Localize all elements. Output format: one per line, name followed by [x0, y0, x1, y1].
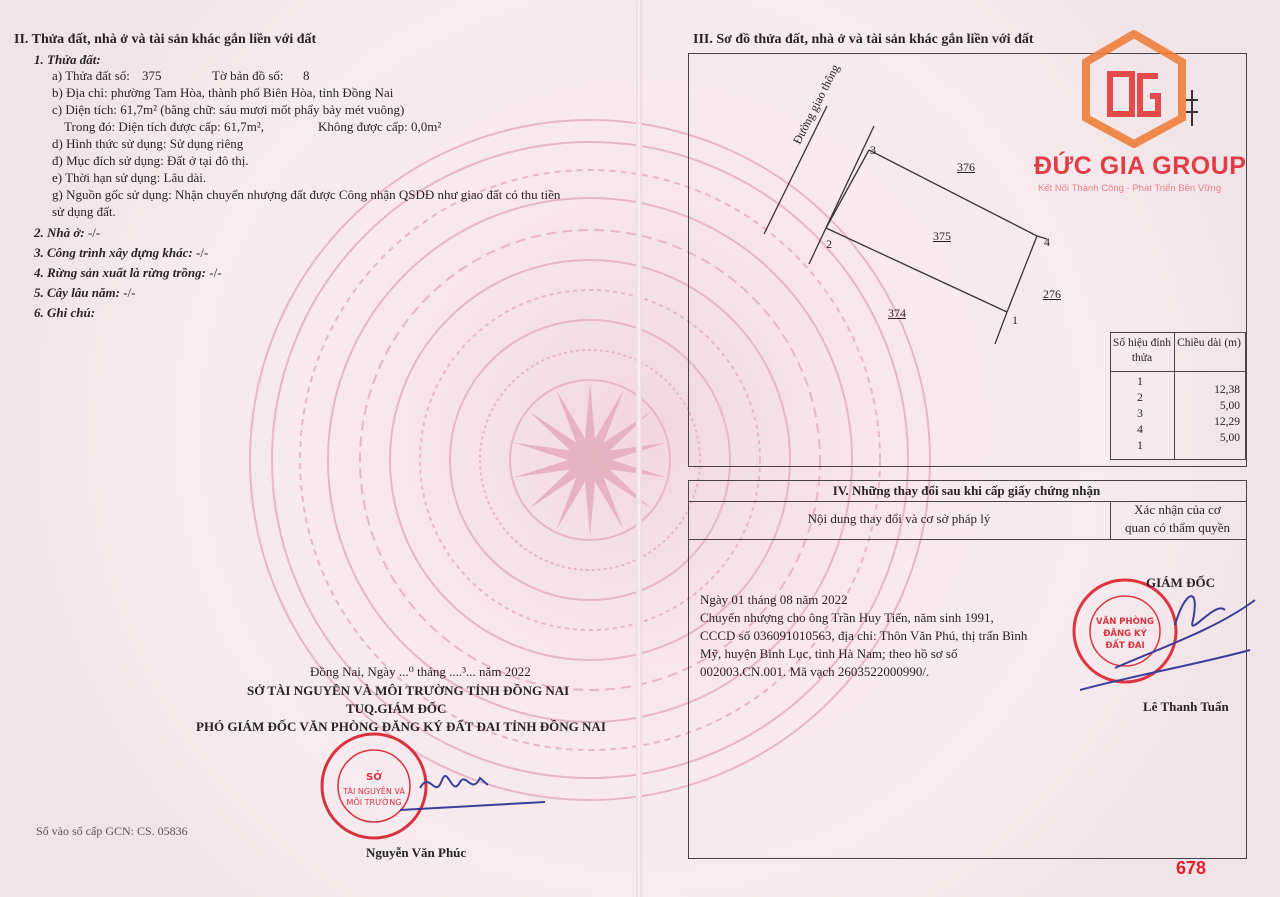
- road-label: Đường giao thông: [790, 62, 843, 147]
- brand-name: ĐỨC GIA GROUP: [1034, 152, 1247, 180]
- changes-col-content: Nội dung thay đổi và cơ sở pháp lý: [807, 511, 991, 526]
- section-ii-title: II. Thửa đất, nhà ở và tài sản khác gắn liền với đất: [14, 32, 317, 47]
- area-detail: Trong đó: Diện tích được cấp: 61,7m²,: [64, 119, 265, 134]
- change-line: CCCD số 036091010563, địa chỉ: Thôn Văn Phú, thị trấn Bình: [700, 628, 1028, 643]
- table-vertex: 1: [1137, 440, 1143, 452]
- vertex-4: 4: [1044, 235, 1050, 249]
- area-not-granted: Không được cấp: 0,0m²: [318, 119, 442, 134]
- item-forest: 4. Rừng sản xuất là rừng trồng: -/-: [34, 265, 222, 280]
- issuer-title: PHÓ GIÁM ĐỐC VĂN PHÒNG ĐĂNG KÝ ĐẤT ĐAI TỈNH ĐỒNG NAI: [196, 719, 606, 734]
- changes-col-confirm-1: Xác nhận của cơ: [1134, 502, 1221, 517]
- brand-tagline: Kết Nối Thành Công - Phát Triển Bền Vững: [1038, 183, 1222, 194]
- table-length: 12,38: [1214, 384, 1240, 396]
- change-date: Ngày 01 tháng 08 năm 2022: [700, 592, 848, 607]
- item-house: 2. Nhà ở: -/-: [34, 225, 101, 240]
- left-signer-name: Nguyễn Văn Phúc: [366, 845, 467, 860]
- issuer-org: SỞ TÀI NGUYÊN VÀ MÔI TRƯỜNG TỈNH ĐỒNG NAI: [247, 683, 570, 698]
- table-header-length: Chiều dài (m): [1177, 337, 1241, 349]
- origin-line1: g) Nguồn gốc sử dụng: Nhận chuyển nhượng đất được Công nhận QSDĐ như giao đất có thu tiền: [52, 187, 561, 202]
- svg-text:TÀI NGUYÊN VÀ: TÀI NGUYÊN VÀ: [343, 787, 405, 796]
- page-fold: [636, 0, 642, 897]
- term: e) Thời hạn sử dụng: Lâu dài.: [52, 170, 207, 185]
- parcel-diagram: [689, 54, 1109, 414]
- parcel-number-label: 375: [933, 229, 951, 243]
- section-iii-title: III. Sơ đồ thửa đất, nhà ở và tài sản khác gắn liền với đất: [693, 32, 1034, 47]
- change-line: 002003.CN.001. Mã vạch 2603522000990/.: [700, 664, 930, 679]
- director-name: Lê Thanh Tuấn: [1143, 699, 1229, 714]
- table-vertex: 3: [1137, 408, 1143, 420]
- svg-text:SỞ: SỞ: [366, 772, 382, 783]
- neighbor-right-label: 276: [1043, 287, 1061, 301]
- section-iv-title: IV. Những thay đổi sau khi cấp giấy chứng nhận: [832, 483, 1101, 498]
- map-no: 8: [303, 68, 310, 83]
- table-vertex: 2: [1137, 392, 1143, 404]
- item-other-works: 3. Công trình xây dựng khác: -/-: [34, 245, 209, 260]
- item-notes: 6. Ghi chú:: [34, 305, 96, 320]
- origin-line2: sử dụng đất.: [52, 204, 116, 219]
- table-vertex: 1: [1137, 376, 1143, 388]
- director-title: GIÁM ĐỐC: [1146, 575, 1215, 590]
- left-signature: [360, 760, 550, 820]
- changes-col-confirm-2: quan có thẩm quyền: [1124, 520, 1231, 535]
- table-header-vertex: Số hiệu đỉnh thửa: [1112, 337, 1172, 364]
- land-heading: 1. Thửa đất:: [34, 52, 101, 67]
- table-length: 5,00: [1219, 400, 1240, 412]
- map-label: Tờ bản đồ số:: [212, 68, 284, 83]
- address: b) Địa chỉ: phường Tam Hòa, thành phố Biên Hòa, tỉnh Đồng Nai: [52, 85, 394, 100]
- issue-date: Đồng Nai, Ngày ...⁰ tháng ....³... năm 2022: [310, 664, 531, 679]
- neighbor-top-label: 376: [957, 160, 975, 174]
- svg-text:VĂN PHÒNG: VĂN PHÒNG: [1096, 617, 1154, 627]
- certificate-number: Số vào sổ cấp GCN: CS. 05836: [36, 824, 188, 838]
- svg-text:MÔI TRƯỜNG: MÔI TRƯỜNG: [346, 798, 402, 807]
- item-perennial: 5. Cây lâu năm: -/-: [34, 285, 136, 300]
- page-number: 678: [1176, 858, 1207, 878]
- svg-text:ĐĂNG KÝ: ĐĂNG KÝ: [1103, 629, 1147, 639]
- usage-form: d) Hình thức sử dụng: Sử dụng riêng: [52, 136, 244, 151]
- area: c) Diện tích: 61,7m² (bằng chữ: sáu mươi mốt phẩy bảy mét vuông): [52, 102, 405, 117]
- parcel-no: 375: [142, 68, 162, 83]
- svg-text:ĐẤT ĐAI: ĐẤT ĐAI: [1105, 641, 1145, 651]
- purpose: đ) Mục đích sử dụng: Đất ở tại đô thị.: [52, 153, 249, 168]
- parcel-label: a) Thửa đất số:: [52, 68, 130, 83]
- change-line: Chuyển nhượng cho ông Trần Huy Tiến, năm sinh 1991,: [700, 610, 994, 625]
- right-signature: [1075, 580, 1260, 695]
- change-line: Mỹ, huyện Bình Lục, tỉnh Hà Nam; theo hồ sơ số: [700, 646, 958, 661]
- vertex-3: 3: [870, 143, 876, 157]
- table-vertex: 4: [1137, 424, 1143, 436]
- table-length: 5,00: [1219, 432, 1240, 444]
- vertex-2: 2: [826, 237, 832, 251]
- issuer-authority: TUQ.GIÁM ĐỐC: [346, 701, 447, 716]
- neighbor-bottom-label: 374: [888, 306, 906, 320]
- table-length: 12,29: [1214, 416, 1240, 428]
- brand-logo-icon: [1082, 30, 1206, 148]
- vertex-1: 1: [1012, 313, 1018, 327]
